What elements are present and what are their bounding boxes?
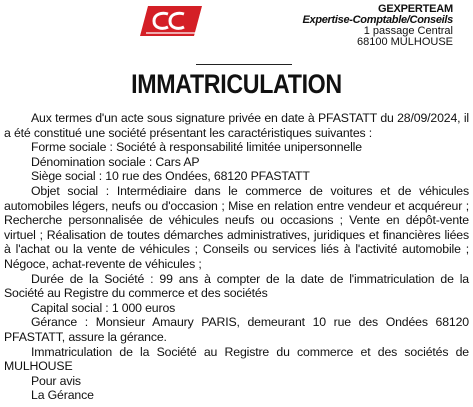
firm-name: GEXPERTEAM — [377, 3, 453, 15]
firm-header — [302, 4, 453, 48]
firm-activity: Expertise-Comptable/Conseils — [302, 14, 453, 26]
notice-gerance: Gérance : Monsieur Amaury PARIS, demeurant 10 rue des Ondées 68120 PFASTATT, assure la gérance. — [4, 315, 469, 344]
notice-immatriculation: Immatriculation de la Société au Registre du commerce et des sociétés de MULHOUSE — [4, 344, 469, 374]
notice-denomination: Dénomination sociale : Cars AP — [31, 154, 200, 169]
notice-objet-social: Objet social : Intermédiaire dans le commerce de voitures et de véhicules automobiles légers, neufs ou d'occasion ; Mise en relation entre vendeur et acquéreur ; Recherche personnalisée de véhicules neufs ou occasions ; Vente en dépôt-vente virtuel ; Réalisation de toutes démarches administratives, juridiques et financières liées à l'achat ou la vente de véhicules ; Conseils ou services liés à l'activité automobile ; Négoce, achat-revente de véhicules ; — [4, 183, 469, 271]
firm-address-line1: 1 passage Central — [363, 25, 453, 37]
notice-capital: Capital social : 1 000 euros — [31, 300, 176, 315]
notice-signature: La Gérance — [31, 388, 94, 403]
notice-title: IMMATRICULATION — [131, 69, 342, 99]
title-divider — [196, 64, 292, 65]
gexperteam-logo-icon — [140, 6, 202, 36]
notice-intro: Aux termes d'un acte sous signature privée en date à PFASTATT du 28/09/2024, il a été constitué une société présentant les caractéristiques suivantes : — [4, 111, 469, 140]
notice-siege-social: Siège social : 10 rue des Ondées, 68120 PFASTATT — [31, 169, 310, 184]
firm-address-line2: 68100 MULHOUSE — [357, 36, 453, 48]
notice-duree: Durée de la Société : 99 ans à compter de la date de l'immatriculation de la Société au Registre du commerce et des sociétés — [4, 271, 469, 301]
notice-pour-avis: Pour avis — [31, 373, 81, 388]
notice-forme-sociale: Forme sociale : Société à responsabilité limitée unipersonnelle — [31, 140, 362, 155]
notice-body — [4, 111, 469, 403]
